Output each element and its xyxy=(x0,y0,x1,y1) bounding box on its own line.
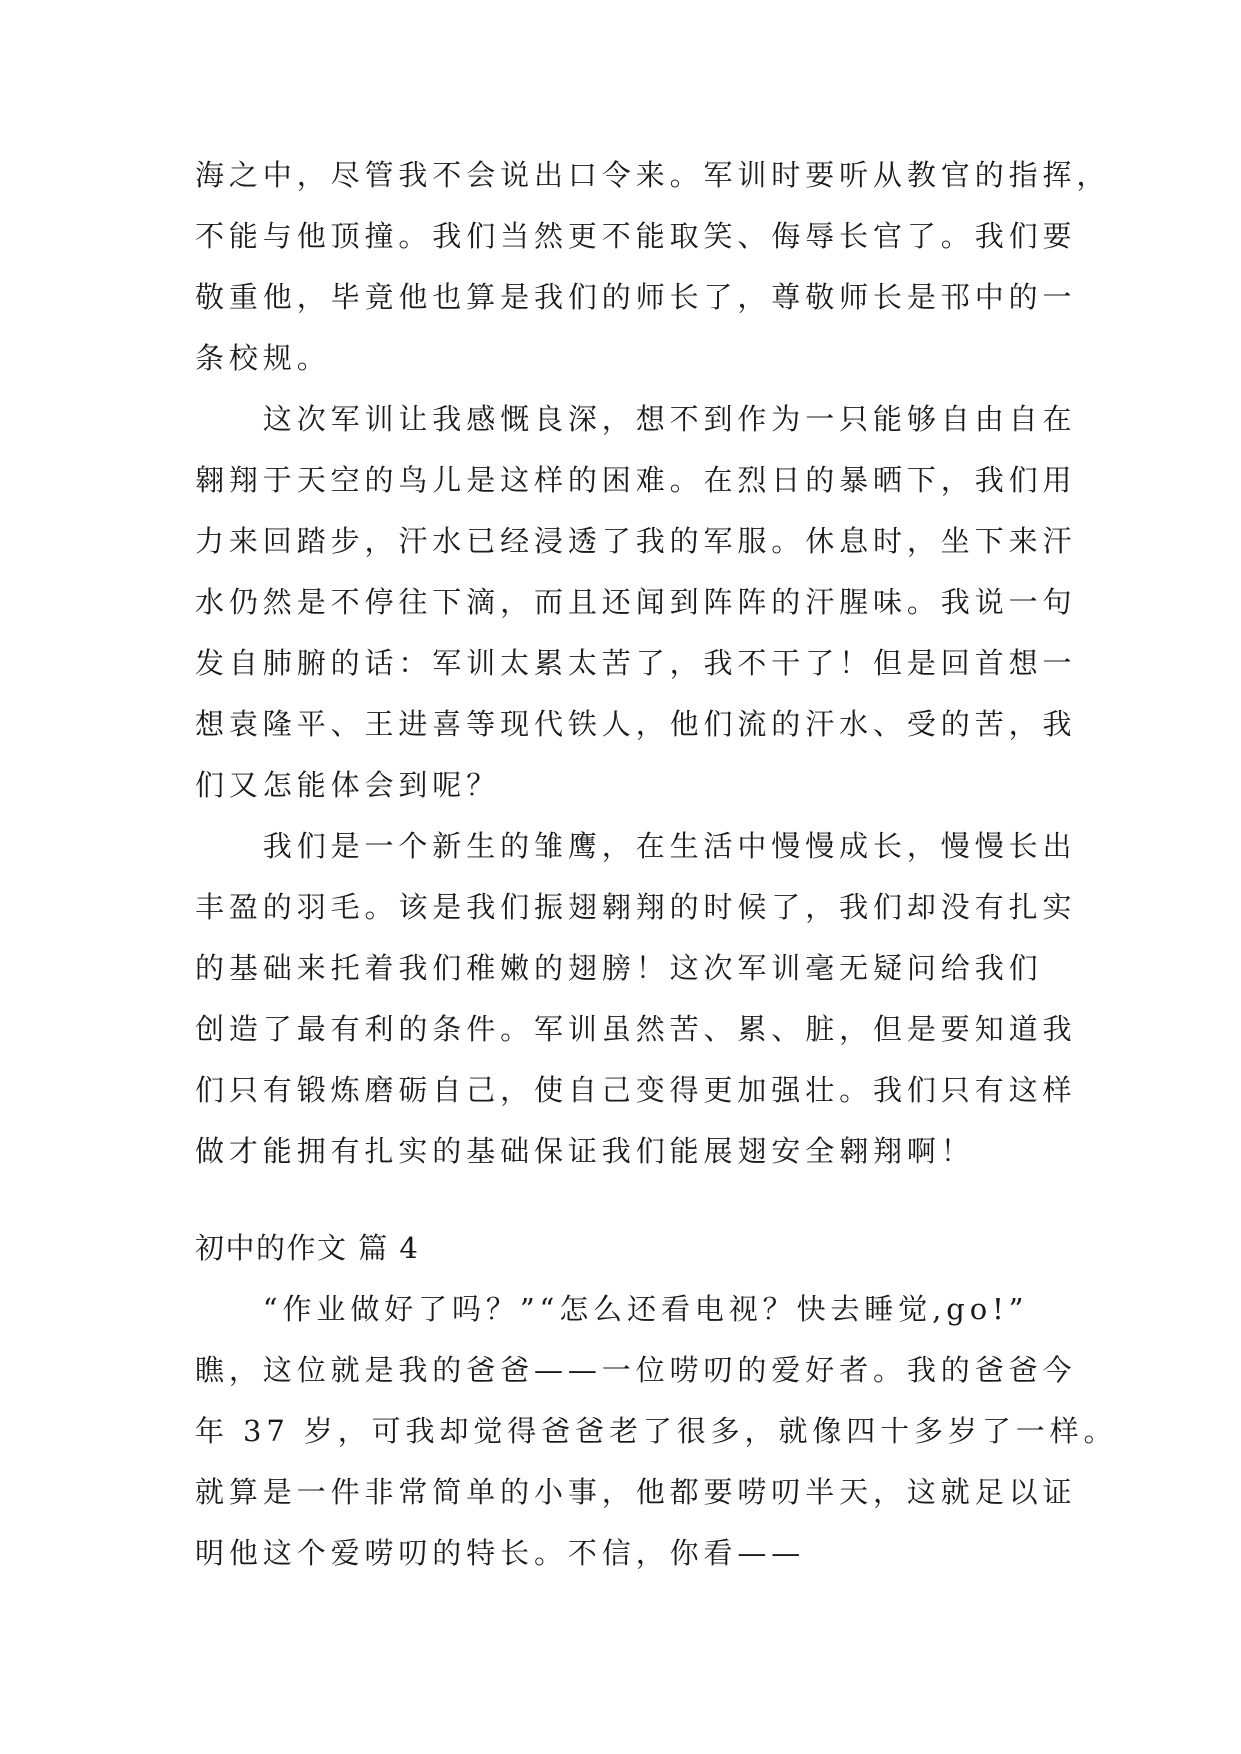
paragraph-line: 丰盈的羽毛。该是我们振翅翱翔的时候了，我们却没有扎实 xyxy=(195,890,1077,924)
paragraph-line: 瞧，这位就是我的爸爸——一位唠叨的爱好者。我的爸爸今 xyxy=(195,1353,1077,1387)
paragraph-line: 创造了最有利的条件。军训虽然苦、累、脏，但是要知道我 xyxy=(195,1012,1077,1046)
paragraph-line: 做才能拥有扎实的基础保证我们能展翅安全翱翔啊！ xyxy=(195,1134,975,1168)
paragraph-line: 发自肺腑的话：军训太累太苦了，我不干了！但是回首想一 xyxy=(195,646,1077,680)
paragraph-line: 条校规。 xyxy=(195,341,331,375)
paragraph-line: 水仍然是不停往下滴，而且还闻到阵阵的汗腥味。我说一句 xyxy=(195,585,1077,619)
paragraph-line: 这次军训让我感慨良深，想不到作为一只能够自由自在 xyxy=(195,402,1077,436)
section-heading: 初中的作文 篇 4 xyxy=(195,1231,420,1265)
paragraph-line: 我们是一个新生的雏鹰，在生活中慢慢成长，慢慢长出 xyxy=(195,829,1077,863)
paragraph-line: 不能与他顶撞。我们当然更不能取笑、侮辱长官了。我们要 xyxy=(195,219,1077,253)
paragraph-line: 海之中，尽管我不会说出口令来。军训时要听从教官的指挥， xyxy=(195,158,1111,192)
paragraph-line: 年 37 岁，可我却觉得爸爸老了很多，就像四十多岁了一样。 xyxy=(195,1414,1118,1448)
paragraph-line: 敬重他，毕竟他也算是我们的师长了，尊敬师长是邗中的一 xyxy=(195,280,1077,314)
paragraph-line: 明他这个爱唠叨的特长。不信，你看—— xyxy=(195,1536,806,1570)
paragraph-line: 翱翔于天空的鸟儿是这样的困难。在烈日的暴晒下，我们用 xyxy=(195,463,1077,497)
paragraph-line: 力来回踏步，汗水已经浸透了我的军服。休息时，坐下来汗 xyxy=(195,524,1077,558)
paragraph-line: 的基础来托着我们稚嫩的翅膀！这次军训毫无疑问给我们 xyxy=(195,951,1043,985)
paragraph-line: 们又怎能体会到呢？ xyxy=(195,768,501,802)
paragraph-line: “作业做好了吗？”“怎么还看电视？快去睡觉,go!” xyxy=(195,1292,1029,1326)
paragraph-line: 就算是一件非常简单的小事，他都要唠叨半天，这就足以证 xyxy=(195,1475,1077,1509)
paragraph-line: 们只有锻炼磨砺自己，使自己变得更加强壮。我们只有这样 xyxy=(195,1073,1077,1107)
paragraph-line: 想袁隆平、王进喜等现代铁人，他们流的汗水、受的苦，我 xyxy=(195,707,1077,741)
